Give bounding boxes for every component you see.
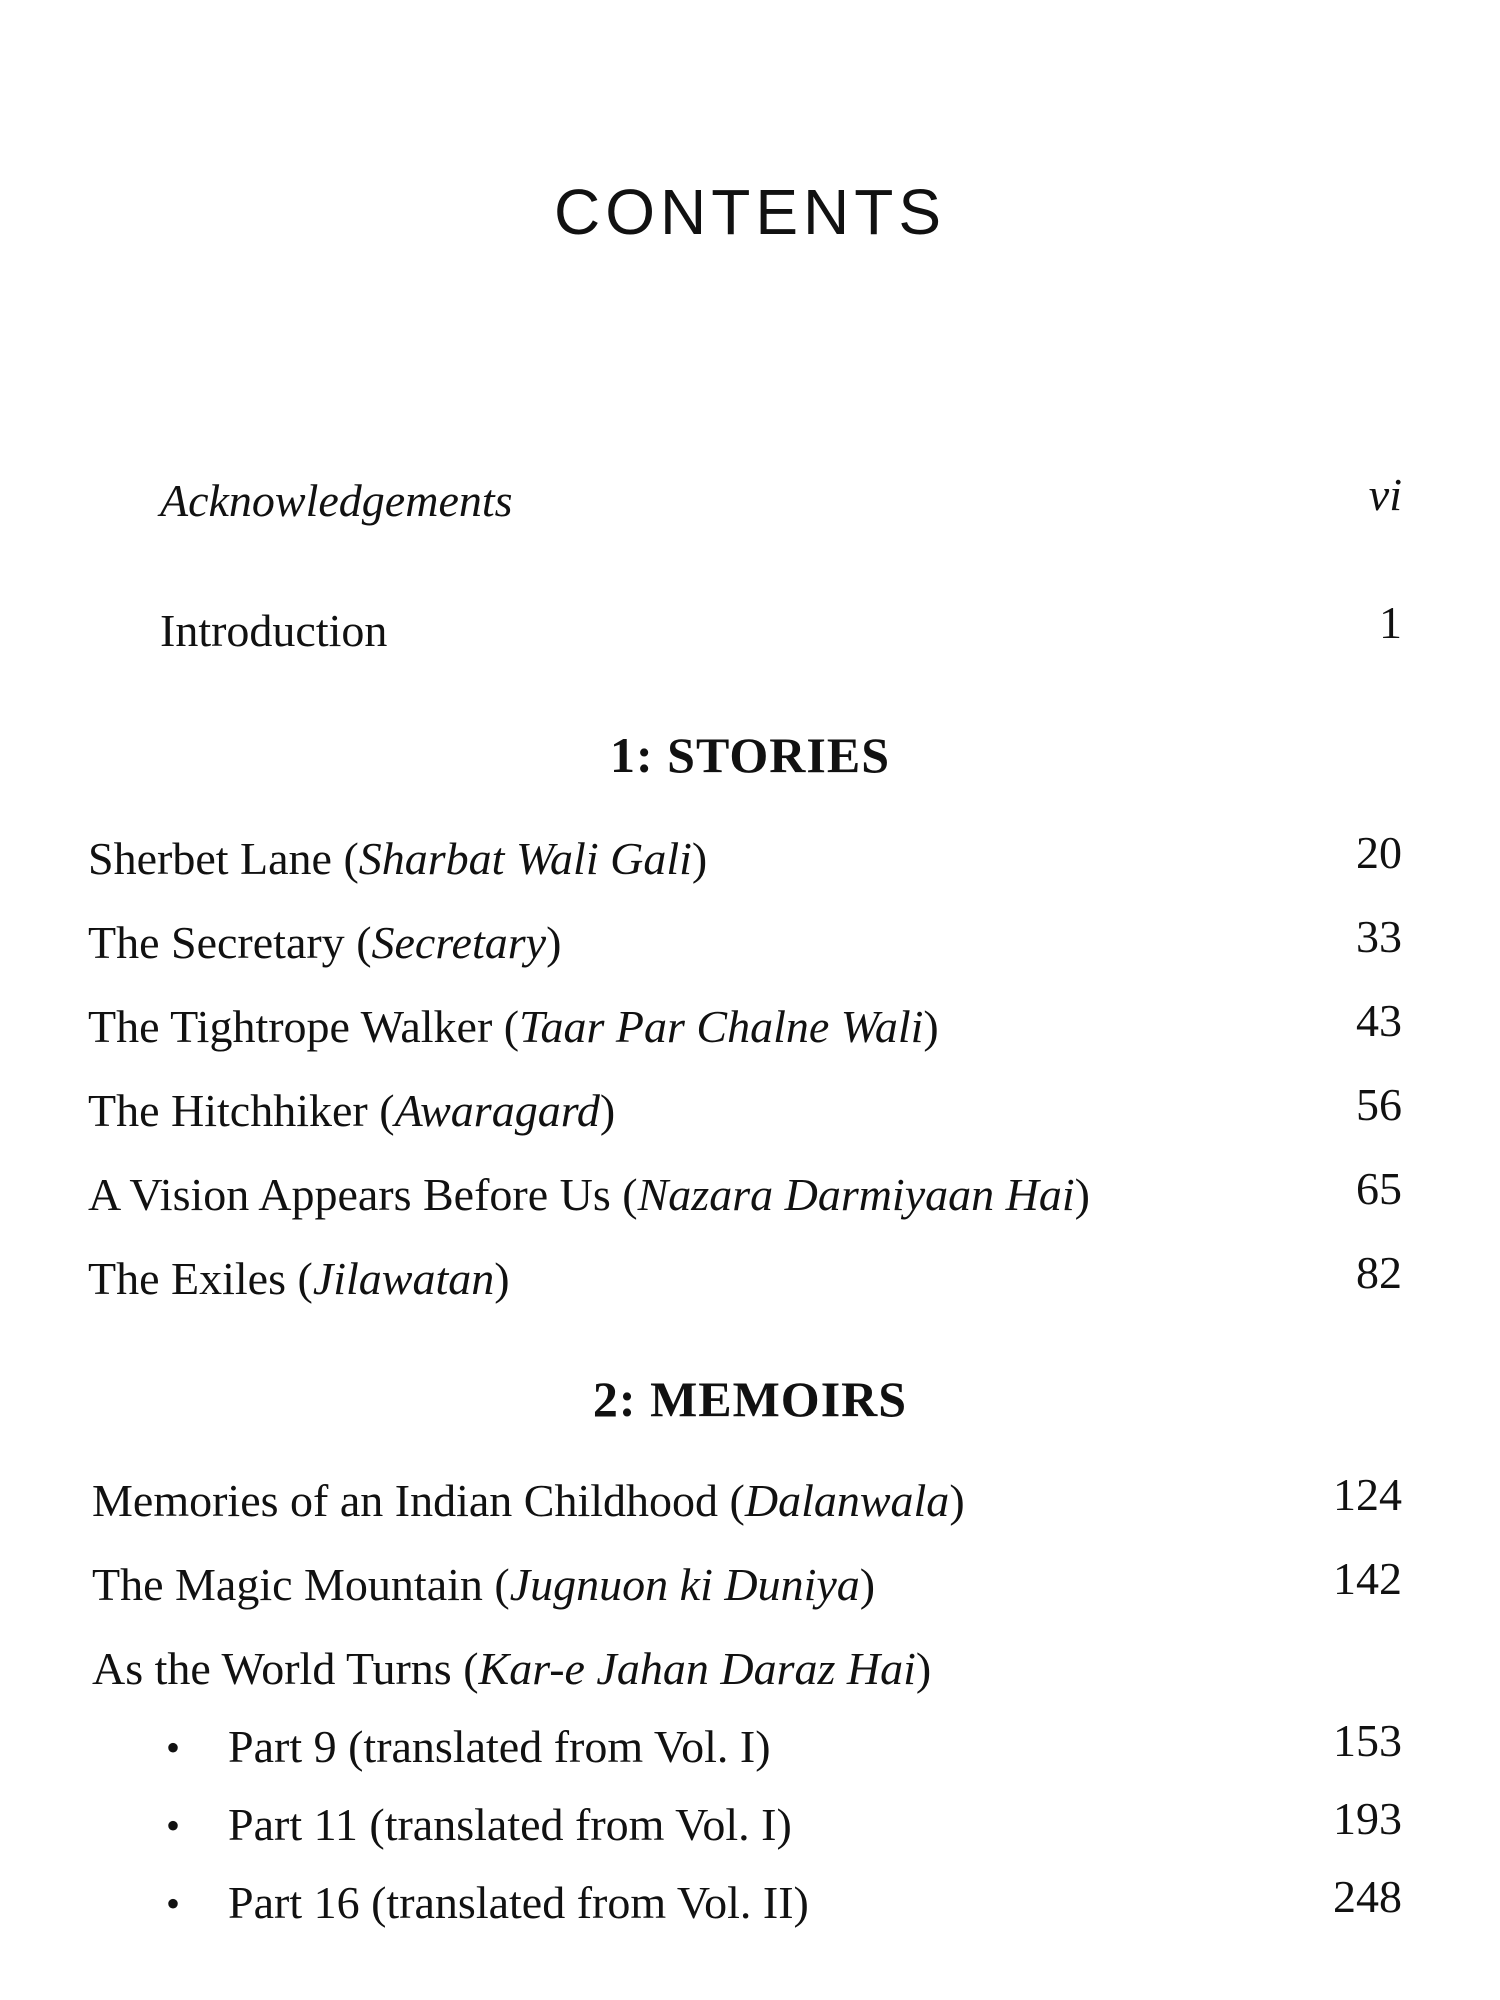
entry-original-title: Taar Par Chalne Wali	[519, 1001, 924, 1052]
entry-page-number: 56	[1356, 1079, 1402, 1130]
toc-entry: The Secretary (Secretary)	[88, 917, 562, 968]
toc-entry: The Tightrope Walker (Taar Par Chalne Wali)	[88, 1001, 939, 1052]
entry-title: The Secretary	[88, 917, 345, 968]
entry-page-number: 33	[1356, 911, 1402, 962]
toc-entry: The Exiles (Jilawatan)	[88, 1253, 510, 1304]
page-title: CONTENTS	[554, 176, 946, 248]
toc-entry: A Vision Appears Before Us (Nazara Darmiyaan Hai)	[88, 1169, 1090, 1220]
entry-title: A Vision Appears Before Us	[88, 1169, 611, 1220]
toc-subentry: Part 9 (translated from Vol. I)	[228, 1721, 771, 1772]
entry-page-number: 142	[1333, 1553, 1402, 1604]
acknowledgements-title: Acknowledgements	[160, 475, 513, 526]
toc-entry: As the World Turns (Kar-e Jahan Daraz Hai)	[92, 1643, 932, 1694]
bullet-icon: •	[166, 1881, 181, 1926]
entry-title: Memories of an Indian Childhood	[92, 1475, 719, 1526]
subentry-page-number: 153	[1333, 1715, 1402, 1766]
toc-subentry: Part 16 (translated from Vol. II)	[228, 1877, 809, 1928]
introduction-title: Introduction	[160, 605, 388, 656]
entry-title: The Tightrope Walker	[88, 1001, 493, 1052]
toc-entry: The Magic Mountain (Jugnuon ki Duniya)	[92, 1559, 876, 1610]
bullet-icon: •	[166, 1803, 181, 1848]
entry-page-number: 82	[1356, 1247, 1402, 1298]
entry-page-number: 65	[1356, 1163, 1402, 1214]
entry-original-title: Kar-e Jahan Daraz Hai	[478, 1643, 916, 1694]
toc-entry: The Hitchhiker (Awaragard)	[88, 1085, 616, 1136]
bullet-icon: •	[166, 1725, 181, 1770]
entry-original-title: Awaragard	[394, 1085, 600, 1136]
entry-original-title: Jilawatan	[312, 1253, 495, 1304]
entry-page-number: 124	[1333, 1469, 1402, 1520]
entry-original-title: Nazara Darmiyaan Hai	[637, 1169, 1075, 1220]
entry-title: Sherbet Lane	[88, 833, 332, 884]
entry-original-title: Sharbat Wali Gali	[358, 833, 692, 884]
acknowledgements-page: vi	[1368, 469, 1402, 520]
entry-title: The Hitchhiker	[88, 1085, 368, 1136]
entry-original-title: Dalanwala	[744, 1475, 950, 1526]
section-heading-memoirs: 2: MEMOIRS	[592, 1371, 908, 1427]
introduction-page: 1	[1379, 597, 1402, 648]
section-heading-stories: 1: STORIES	[609, 727, 891, 783]
entry-title: The Exiles	[88, 1253, 286, 1304]
toc-entry: Sherbet Lane (Sharbat Wali Gali)	[88, 833, 708, 884]
entry-page-number: 43	[1356, 995, 1402, 1046]
entry-title: As the World Turns	[92, 1643, 452, 1694]
entry-title: The Magic Mountain	[92, 1559, 483, 1610]
entry-original-title: Secretary	[371, 917, 547, 968]
toc-subentry: Part 11 (translated from Vol. I)	[228, 1799, 792, 1850]
subentry-page-number: 193	[1333, 1793, 1402, 1844]
toc-entry: Memories of an Indian Childhood (Dalanwala)	[92, 1475, 965, 1526]
entry-original-title: Jugnuon ki Duniya	[509, 1559, 860, 1610]
entry-page-number: 20	[1356, 827, 1402, 878]
subentry-page-number: 248	[1333, 1871, 1402, 1922]
